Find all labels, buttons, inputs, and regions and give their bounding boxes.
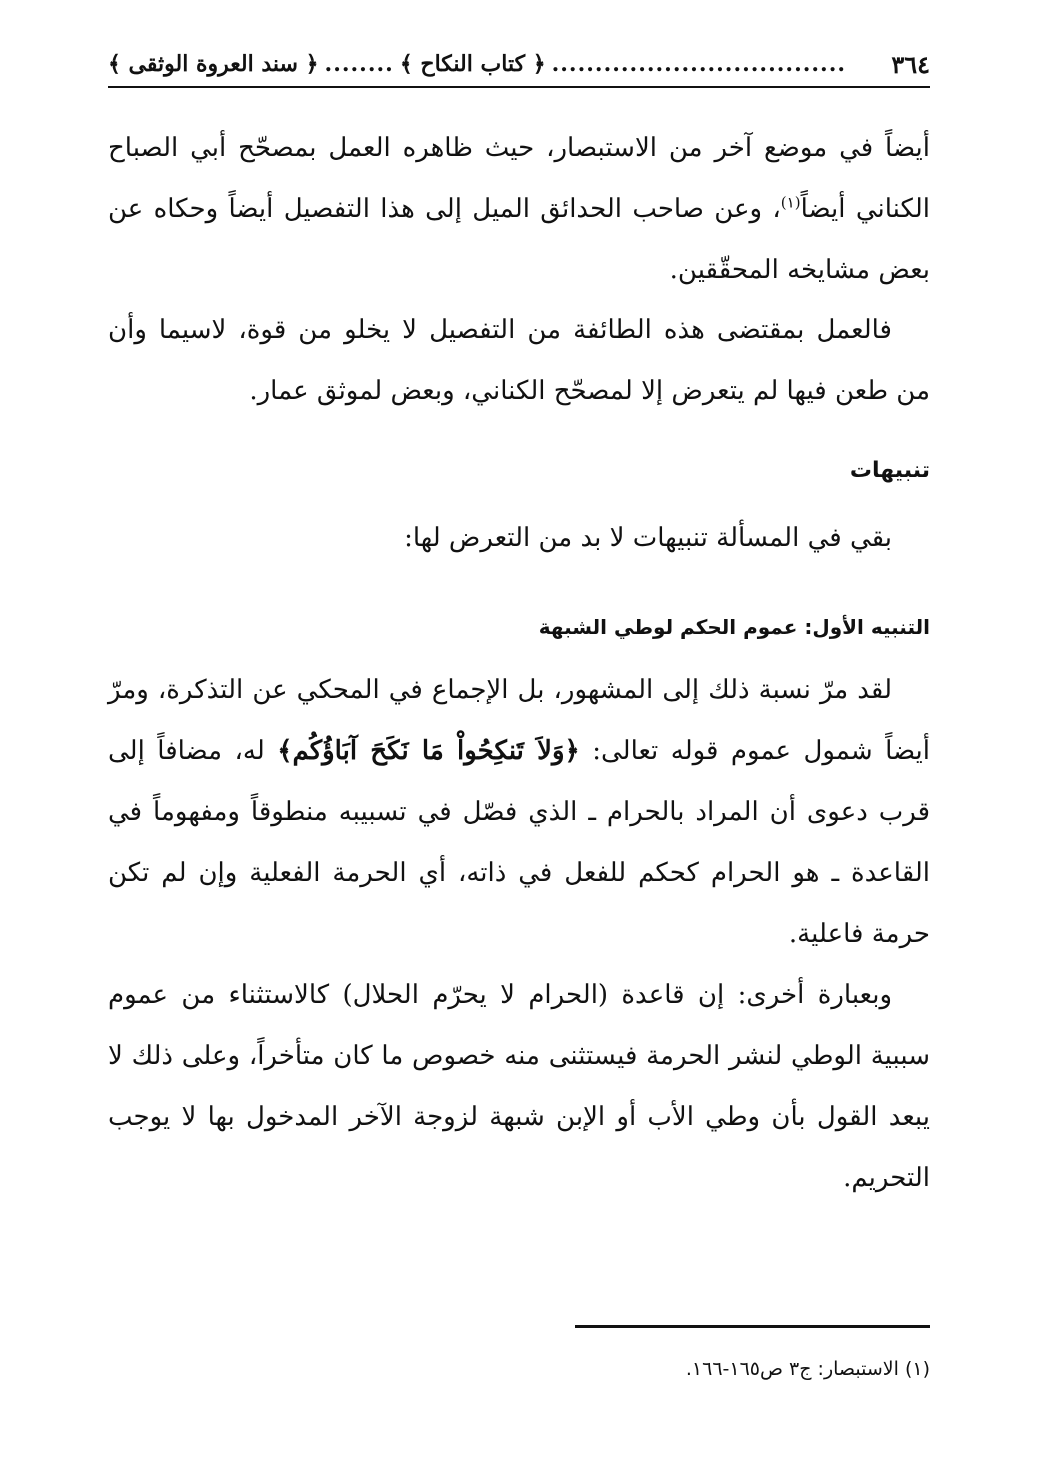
subsection-heading: التنبيه الأول: عموم الحكم لوطي الشبهة	[538, 615, 930, 639]
paragraph-4-continuation: له، مضافاً إلى قرب دعوى أن المراد بالحرام ـ الذي فصّل في تسبيبه منطوقاً ومفهوماً في القاعدة ـ هو الحرام كحكم للفعل في ذاته، أي الحرمة الفعلية وإن لم تكن حرمة فاعلية.	[108, 736, 930, 949]
paragraph-4	[108, 660, 930, 965]
paragraph-1-text: أيضاً في موضع آخر من الاستبصار، حيث ظاهره العمل بمصحّح أبي الصباح الكناني أيضاً	[108, 133, 930, 224]
paragraph-4-text: لقد مرّ نسبة ذلك إلى المشهور، بل الإجماع في المحكي عن التذكرة، ومرّ أيضاً شمول عموم قوله تعالى:	[108, 675, 930, 766]
quran-quote: ﴿وَلاَ تَنكِحُواْ مَا نَكَحَ آبَاؤُكُم﴾	[277, 736, 580, 766]
paragraph-2: فالعمل بمقتضى هذه الطائفة من التفصيل لا يخلو من قوة، لاسيما وأن من طعن فيها لم يتعرض إلا لمصحّح الكناني، وبعض لموثق عمار.	[108, 315, 930, 406]
footnote-reference: (١)	[780, 193, 801, 212]
book-title: ﴿ كتاب النكاح ﴾	[399, 51, 546, 77]
footnote-divider	[575, 1325, 930, 1328]
section-heading: تنبيهات	[849, 458, 930, 483]
page-number: ٣٦٤	[891, 49, 930, 79]
paragraph-1	[108, 118, 930, 301]
footnote: (١) الاستبصار: ج٣ ص١٦٥-١٦٦.	[685, 1358, 930, 1380]
header-separator-dots: ........	[324, 51, 394, 77]
paragraph-5: وبعبارة أخرى: إن قاعدة (الحرام لا يحرّم الحلال) كالاستثناء من عموم سببية الوطي لنشر الحرمة فيستثنى منه خصوص ما كان متأخراً، وعلى ذلك لا يبعد القول بأن وطي الأب أو الإبن شبهة لزوجة الآخر المدخول بها لا يوجب التحريم.	[108, 980, 930, 1193]
paragraph-3: بقي في المسألة تنبيهات لا بد من التعرض لها:	[404, 523, 892, 553]
header-leader-dots: ..................................	[551, 51, 847, 77]
paragraph-1-continuation: ، وعن صاحب الحدائق الميل إلى هذا التفصيل أيضاً وحكاه عن بعض مشايخه المحقّقين.	[108, 194, 930, 285]
running-head	[108, 51, 846, 77]
series-title: ﴿ سند العروة الوثقى ﴾	[108, 51, 319, 77]
page-header	[108, 42, 930, 88]
